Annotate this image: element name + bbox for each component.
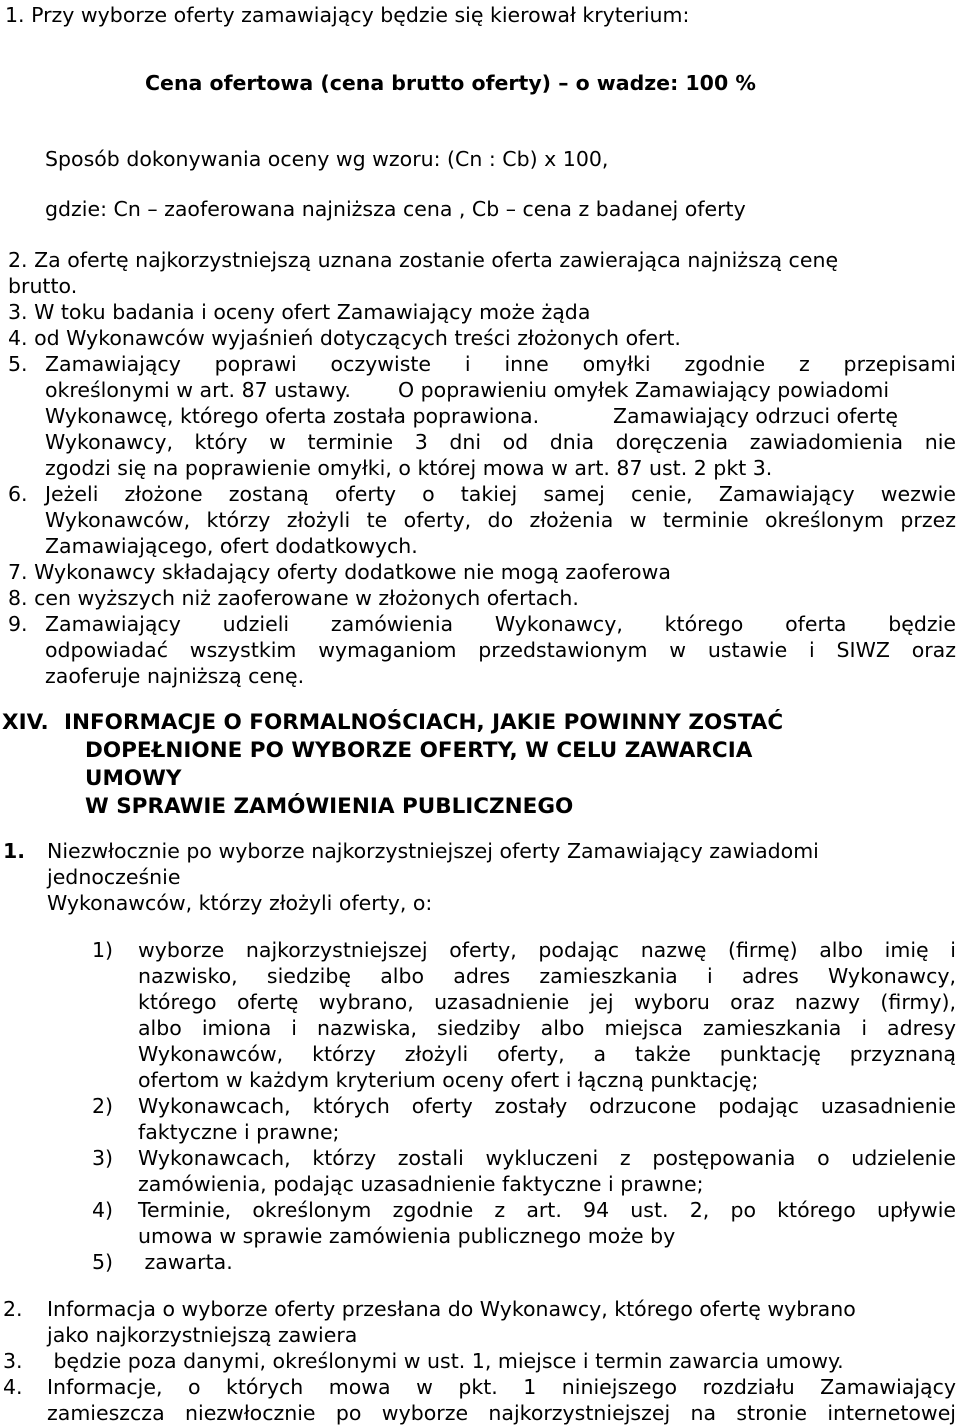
item-5-number: 5. [8,352,28,376]
paragraph-3-line-1: będzie poza danymi, określonymi w ust. 1, miejsce i termin zawarcia umowy. [47,1349,844,1373]
sub-item-3-number: 3) [92,1146,114,1170]
item-5-line-3a: Wykonawcę, którego oferta została poprawiona. [45,404,540,428]
sub-item-4-line-2: umowa w sprawie zamówienia publicznego może by [138,1224,676,1248]
sub-item-2-line-1: Wykonawcach, których oferty zostały odrzucone podając uzasadnienie [138,1094,956,1118]
paragraph-1-line-1: Niezwłocznie po wyborze najkorzystniejszej oferty Zamawiający zawiadomi [47,839,819,863]
item-9-line-3: zaoferuje najniższą cenę. [45,664,305,688]
paragraph-1-line-3: Wykonawców, którzy złożyli oferty, o: [47,891,433,915]
sub-item-1-line-5: Wykonawców, którzy złożyli oferty, a także punktację przyznaną [138,1042,956,1066]
item-7: 7. Wykonawcy składający oferty dodatkowe nie mogą zaoferowa [8,560,671,584]
sub-item-2-number: 2) [92,1094,114,1118]
sub-item-5-number: 5) [92,1250,114,1274]
item-5-line-2b: O poprawieniu omyłek Zamawiający powiadomi [398,378,890,402]
item-5-line-5: zgodzi się na poprawienie omyłki, o której mowa w art. 87 ust. 2 pkt 3. [45,456,773,480]
sub-item-4-line-1: Terminie, określonym zgodnie z art. 94 ust. 2, po którego upływie [138,1198,956,1222]
item-5-line-1: Zamawiający poprawi oczywiste i inne omyłki zgodnie z przepisami [45,352,956,376]
item-8: 8. cen wyższych niż zaoferowane w złożonych ofertach. [8,586,579,610]
item-6-number: 6. [8,482,28,506]
formula-legend: gdzie: Cn – zaoferowana najniższa cena , Cb – cena z badanej oferty [45,197,746,221]
section-title-line-2: DOPEŁNIONE PO WYBORZE OFERTY, W CELU ZAWARCIA [85,738,753,763]
paragraph-4-line-1: Informacje, o których mowa w pkt. 1 niniejszego rozdziału Zamawiający [47,1375,956,1399]
price-criterion: Cena ofertowa (cena brutto oferty) – o wadze: 100 % [145,71,756,95]
item-6-line-2: Wykonawców, którzy złożyli te oferty, do złożenia w terminie określonym przez [45,508,956,532]
sub-item-5-line-1: zawarta. [138,1250,233,1274]
item-5-line-2a: określonymi w art. 87 ustawy. [45,378,351,402]
item-4: 4. od Wykonawców wyjaśnień dotyczących treści złożonych ofert. [8,326,681,350]
section-title-line-1: INFORMACJE O FORMALNOŚCIACH, JAKIE POWINNY ZOSTAĆ [64,710,784,735]
item-9-line-1: Zamawiający udzieli zamówienia Wykonawcy, którego oferta będzie [45,612,956,636]
item-2-line-1: 2. Za ofertę najkorzystniejszą uznana zostanie oferta zawierająca najniższą cenę [8,248,839,272]
sub-item-4-number: 4) [92,1198,114,1222]
item-6-line-1: Jeżeli złożone zostaną oferty o takiej samej cenie, Zamawiający wezwie [45,482,956,506]
paragraph-2-line-2: jako najkorzystniejszą zawiera [47,1323,358,1347]
item-3: 3. W toku badania i oceny ofert Zamawiający może żąda [8,300,591,324]
paragraph-2-line-1: Informacja o wyborze oferty przesłana do Wykonawcy, którego ofertę wybrano [47,1297,856,1321]
section-number: XIV. [2,710,49,735]
sub-item-1-line-4: albo imiona i nazwiska, siedziby albo miejsca zamieszkania i adresy [138,1016,956,1040]
criterion-intro: 1. Przy wyborze oferty zamawiający będzie się kierował kryterium: [5,3,690,27]
item-5-line-4: Wykonawcy, który w terminie 3 dni od dnia doręczenia zawiadomienia nie [45,430,956,454]
sub-item-1-line-2: nazwisko, siedzibę albo adres zamieszkania i adres Wykonawcy, [138,964,956,988]
sub-item-3-line-2: zamówienia, podając uzasadnienie faktyczne i prawne; [138,1172,704,1196]
paragraph-1-number: 1. [3,839,26,863]
formula-text: Sposób dokonywania oceny wg wzoru: (Cn : Cb) x 100, [45,147,609,171]
item-9-number: 9. [8,612,28,636]
item-5-line-3b: Zamawiający odrzuci ofertę [613,404,899,428]
sub-item-1-number: 1) [92,938,114,962]
paragraph-1-line-2: jednocześnie [47,865,181,889]
paragraph-4-line-2: zamieszcza niezwłocznie po wyborze najkorzystniejszej na stronie internetowej [47,1401,956,1425]
paragraph-4-number: 4. [3,1375,23,1399]
item-2-line-2: brutto. [8,274,78,298]
sub-item-1-line-1: wyborze najkorzystniejszej oferty, podając nazwę (firmę) albo imię i [138,938,956,962]
paragraph-2-number: 2. [3,1297,23,1321]
item-6-line-3: Zamawiającego, ofert dodatkowych. [45,534,418,558]
sub-item-3-line-1: Wykonawcach, którzy zostali wykluczeni z postępowania o udzielenie [138,1146,956,1170]
paragraph-3-number: 3. [3,1349,23,1373]
sub-item-1-line-6: ofertom w każdym kryterium oceny ofert i łączną punktację; [138,1068,759,1092]
sub-item-2-line-2: faktyczne i prawne; [138,1120,340,1144]
section-title-line-3: UMOWY [85,766,182,791]
sub-item-1-line-3: którego ofertę wybrano, uzasadnienie jej wyboru oraz nazwy (firmy), [138,990,956,1014]
section-title-line-4: W SPRAWIE ZAMÓWIENIA PUBLICZNEGO [85,794,574,819]
item-9-line-2: odpowiadać wszystkim wymaganiom przedstawionym w ustawie i SIWZ oraz [45,638,956,662]
